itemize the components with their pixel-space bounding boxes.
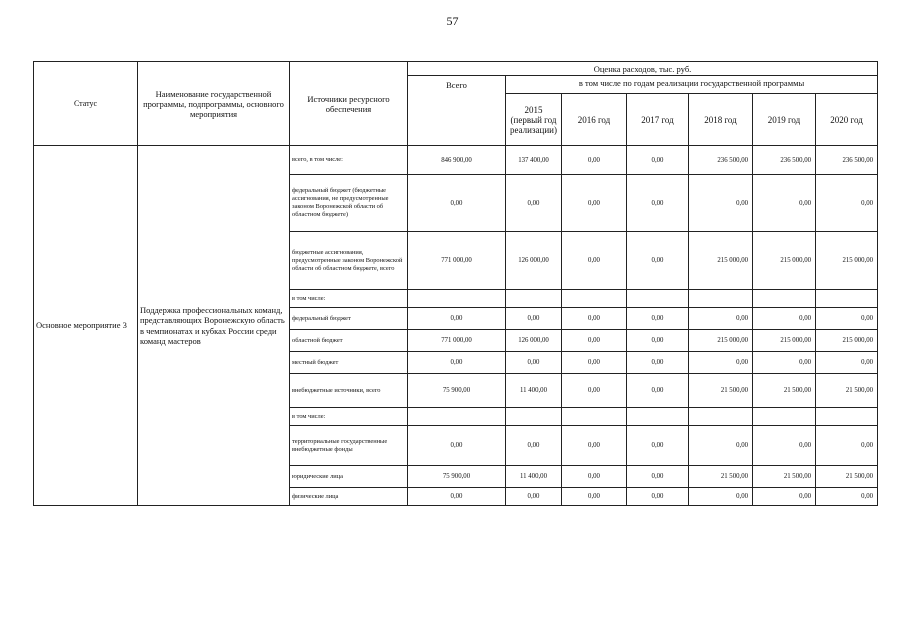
source-cell: бюджетные ассигнования, предусмотренные законом Воронежской области об областном бюджете, всего bbox=[290, 232, 408, 290]
header-year: 2015 (первый год реализации) bbox=[506, 94, 562, 146]
header-total: Всего bbox=[408, 76, 506, 146]
value-cell: 126 000,00 bbox=[506, 330, 562, 352]
value-cell: 215 000,00 bbox=[753, 232, 816, 290]
value-cell bbox=[562, 290, 627, 308]
value-cell: 0,00 bbox=[816, 175, 878, 232]
value-cell: 0,00 bbox=[627, 330, 689, 352]
value-cell: 215 000,00 bbox=[753, 330, 816, 352]
source-cell: федеральный бюджет bbox=[290, 308, 408, 330]
value-cell: 846 900,00 bbox=[408, 146, 506, 175]
value-cell: 0,00 bbox=[627, 426, 689, 466]
value-cell: 21 500,00 bbox=[753, 374, 816, 408]
value-cell: 21 500,00 bbox=[753, 466, 816, 488]
source-cell: местный бюджет bbox=[290, 352, 408, 374]
value-cell: 0,00 bbox=[753, 488, 816, 506]
value-cell: 215 000,00 bbox=[689, 330, 753, 352]
value-cell: 0,00 bbox=[627, 466, 689, 488]
value-cell: 0,00 bbox=[689, 175, 753, 232]
value-cell: 75 900,00 bbox=[408, 374, 506, 408]
page-number: 57 bbox=[446, 14, 459, 28]
source-cell: физические лица bbox=[290, 488, 408, 506]
header-year: 2019 год bbox=[753, 94, 816, 146]
value-cell: 0,00 bbox=[562, 232, 627, 290]
value-cell bbox=[408, 408, 506, 426]
value-cell: 0,00 bbox=[627, 146, 689, 175]
value-cell bbox=[627, 290, 689, 308]
value-cell bbox=[506, 408, 562, 426]
value-cell: 0,00 bbox=[627, 232, 689, 290]
value-cell: 0,00 bbox=[562, 488, 627, 506]
value-cell: 75 900,00 bbox=[408, 466, 506, 488]
value-cell: 0,00 bbox=[506, 352, 562, 374]
value-cell bbox=[506, 290, 562, 308]
source-cell: в том числе: bbox=[290, 408, 408, 426]
value-cell: 11 400,00 bbox=[506, 374, 562, 408]
value-cell: 126 000,00 bbox=[506, 232, 562, 290]
value-cell: 0,00 bbox=[408, 352, 506, 374]
value-cell: 21 500,00 bbox=[689, 374, 753, 408]
value-cell: 0,00 bbox=[753, 352, 816, 374]
value-cell: 0,00 bbox=[627, 488, 689, 506]
budget-table bbox=[33, 61, 878, 506]
value-cell: 0,00 bbox=[562, 175, 627, 232]
value-cell bbox=[562, 408, 627, 426]
value-cell bbox=[816, 408, 878, 426]
value-cell: 0,00 bbox=[562, 466, 627, 488]
value-cell: 0,00 bbox=[753, 175, 816, 232]
measure-name-cell: Поддержка профессиональных команд, представляющих Воронежскую область в чемпионатах и кубках России среди команд мастеров bbox=[138, 146, 290, 506]
header-year: 2018 год bbox=[689, 94, 753, 146]
value-cell bbox=[753, 290, 816, 308]
value-cell: 0,00 bbox=[816, 426, 878, 466]
value-cell: 771 000,00 bbox=[408, 232, 506, 290]
table-body bbox=[34, 146, 878, 506]
value-cell: 0,00 bbox=[506, 308, 562, 330]
value-cell: 236 500,00 bbox=[816, 146, 878, 175]
header-year: 2020 год bbox=[816, 94, 878, 146]
value-cell: 0,00 bbox=[506, 426, 562, 466]
value-cell: 0,00 bbox=[408, 426, 506, 466]
value-cell: 0,00 bbox=[816, 352, 878, 374]
value-cell: 11 400,00 bbox=[506, 466, 562, 488]
header-name: Наименование государственной программы, подпрограммы, основного мероприятия bbox=[138, 62, 290, 146]
value-cell: 137 400,00 bbox=[506, 146, 562, 175]
value-cell: 0,00 bbox=[562, 426, 627, 466]
value-cell: 0,00 bbox=[408, 308, 506, 330]
value-cell: 0,00 bbox=[689, 488, 753, 506]
value-cell: 0,00 bbox=[562, 308, 627, 330]
value-cell bbox=[753, 408, 816, 426]
value-cell: 771 000,00 bbox=[408, 330, 506, 352]
source-cell: юридические лица bbox=[290, 466, 408, 488]
value-cell: 0,00 bbox=[627, 352, 689, 374]
value-cell: 0,00 bbox=[689, 308, 753, 330]
source-cell: федеральный бюджет (бюджетные ассигнования, не предусмотренные законом Воронежской области об областном бюджете) bbox=[290, 175, 408, 232]
value-cell: 0,00 bbox=[506, 175, 562, 232]
source-cell: в том числе: bbox=[290, 290, 408, 308]
source-cell: всего, в том числе: bbox=[290, 146, 408, 175]
value-cell: 0,00 bbox=[816, 488, 878, 506]
value-cell: 0,00 bbox=[408, 175, 506, 232]
value-cell: 0,00 bbox=[753, 426, 816, 466]
value-cell: 215 000,00 bbox=[816, 232, 878, 290]
value-cell: 21 500,00 bbox=[816, 374, 878, 408]
value-cell: 236 500,00 bbox=[753, 146, 816, 175]
source-cell: областной бюджет bbox=[290, 330, 408, 352]
value-cell: 0,00 bbox=[562, 146, 627, 175]
value-cell: 215 000,00 bbox=[816, 330, 878, 352]
value-cell bbox=[816, 290, 878, 308]
value-cell: 0,00 bbox=[408, 488, 506, 506]
value-cell: 215 000,00 bbox=[689, 232, 753, 290]
source-cell: внебюджетные источники, всего bbox=[290, 374, 408, 408]
value-cell bbox=[689, 408, 753, 426]
value-cell bbox=[408, 290, 506, 308]
value-cell: 0,00 bbox=[816, 308, 878, 330]
value-cell: 21 500,00 bbox=[816, 466, 878, 488]
header-by-years: в том числе по годам реализации государственной программы bbox=[506, 76, 878, 94]
value-cell: 0,00 bbox=[506, 488, 562, 506]
source-cell: территориальные государственные внебюджетные фонды bbox=[290, 426, 408, 466]
value-cell: 0,00 bbox=[689, 426, 753, 466]
header-sources: Источники ресурсного обеспечения bbox=[290, 62, 408, 146]
header-year: 2016 год bbox=[562, 94, 627, 146]
header-status: Статус bbox=[34, 62, 138, 146]
value-cell: 0,00 bbox=[562, 330, 627, 352]
value-cell: 0,00 bbox=[689, 352, 753, 374]
header-year: 2017 год bbox=[627, 94, 689, 146]
header-estimate: Оценка расходов, тыс. руб. bbox=[408, 62, 878, 76]
value-cell: 0,00 bbox=[627, 374, 689, 408]
value-cell: 0,00 bbox=[562, 352, 627, 374]
value-cell: 0,00 bbox=[627, 308, 689, 330]
table-row bbox=[34, 146, 878, 175]
value-cell: 21 500,00 bbox=[689, 466, 753, 488]
status-cell: Основное мероприятие 3 bbox=[34, 146, 138, 506]
value-cell: 0,00 bbox=[562, 374, 627, 408]
value-cell: 0,00 bbox=[753, 308, 816, 330]
value-cell bbox=[689, 290, 753, 308]
value-cell: 236 500,00 bbox=[689, 146, 753, 175]
value-cell bbox=[627, 408, 689, 426]
value-cell: 0,00 bbox=[627, 175, 689, 232]
